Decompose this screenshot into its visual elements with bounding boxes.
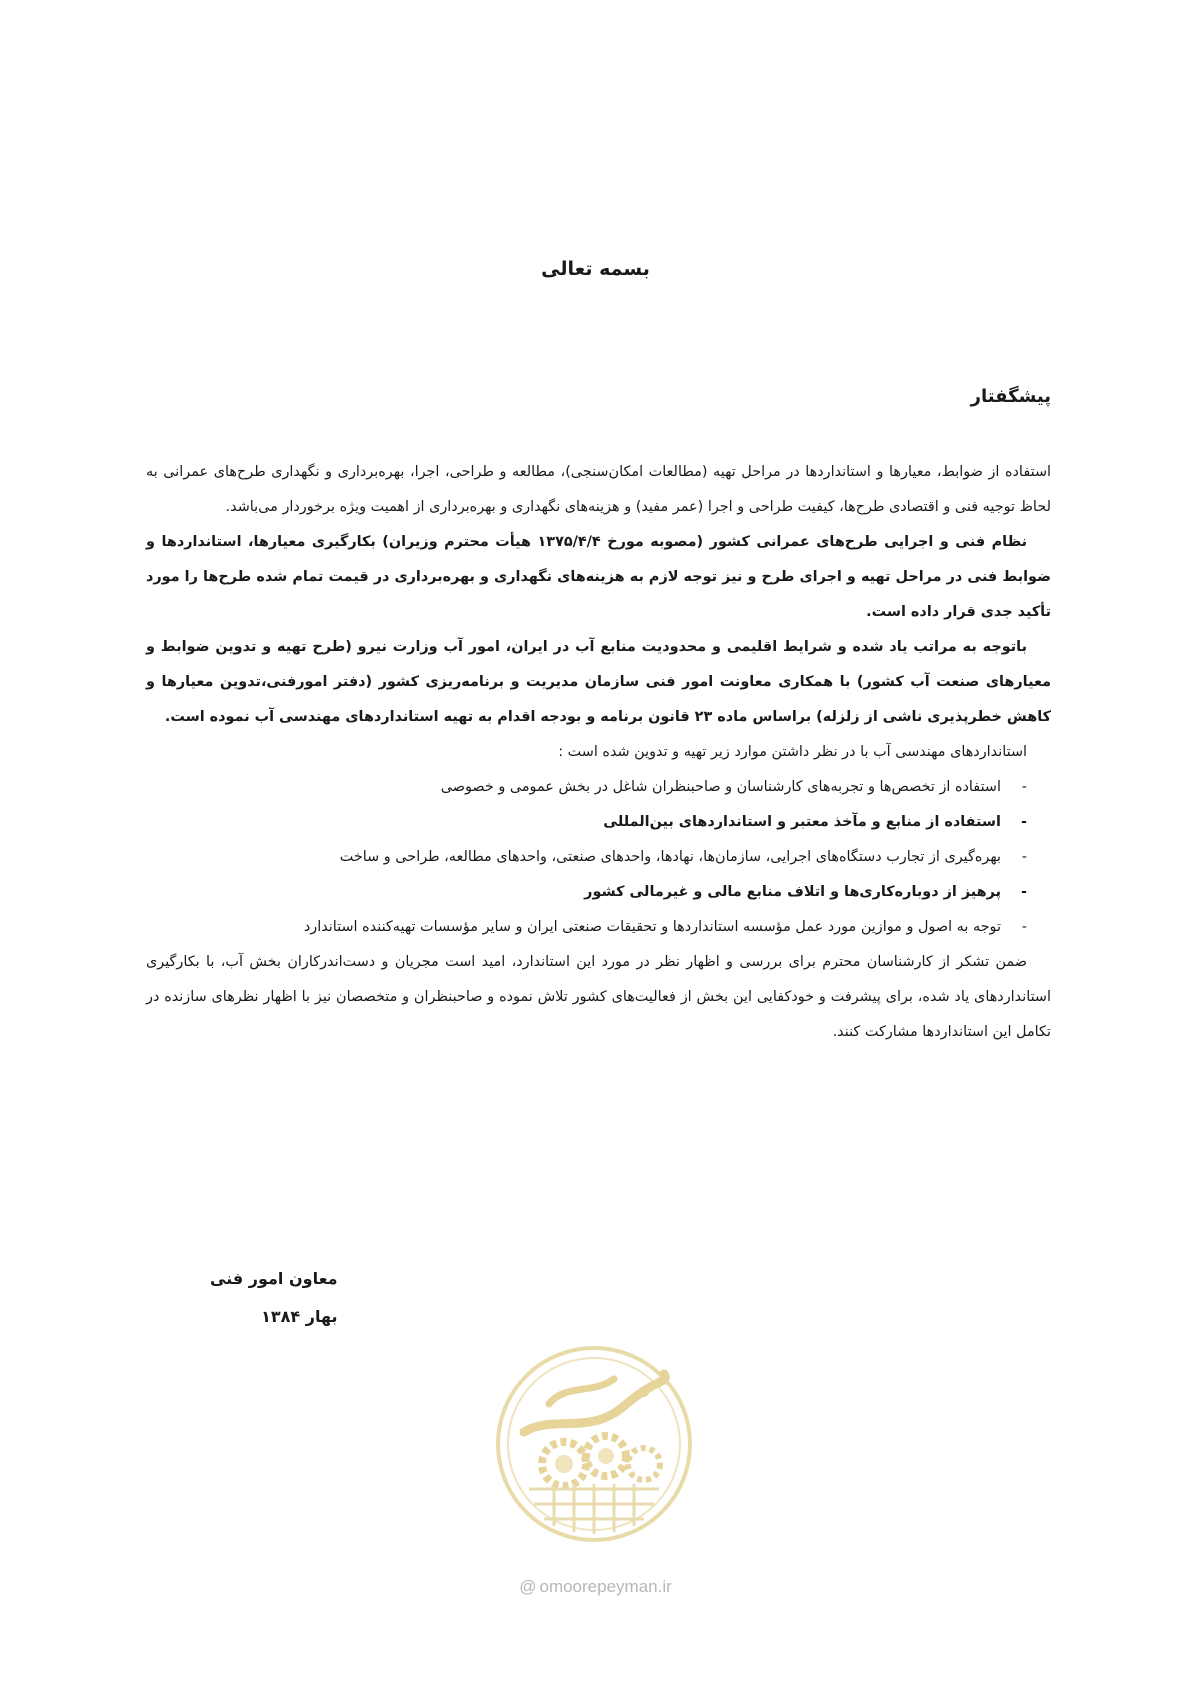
watermark-url: omoorepeyman.ir [539,1577,672,1596]
bullet-dash: - [1021,814,1027,830]
document-body [146,455,1051,1050]
at-icon: @ [519,1577,537,1596]
list-item-text: استفاده از تخصص‌ها و تجربه‌های کارشناسان و صاحبنظران شاغل در بخش عمومی و خصوصی [440,779,1001,795]
paragraph-list-intro: استانداردهای مهندسی آب با در نظر داشتن موارد زیر تهیه و تدوین شده است : [558,744,1027,760]
list-item-text: توجه به اصول و موازین مورد عمل مؤسسه استانداردها و تحقیقات صنعتی ایران و سایر مؤسسات تهیه‌کننده استاندارد [303,919,1001,935]
signature-block [210,1260,338,1336]
considerations-list [146,770,1051,945]
list-item-text: پرهیز از دوباره‌کاری‌ها و اتلاف منابع مالی و غیرمالی کشور [584,884,1001,900]
paragraph-intro: استفاده از ضوابط، معیارها و استانداردها در مراحل تهیه (مطالعات امکان‌سنجی)، مطالعه و طراحی، اجرا، بهره‌برداری و نگهداری طرح‌های عمرانی به لحاظ توجیه فنی و اقتصادی طرح‌ها، کیفیت طراحی و اجرا (عمر مفید) و هزینه‌های نگهداری و بهره‌برداری از اهمیت ویژه برخوردار می‌باشد. [146,464,1051,515]
signature-title: معاون امور فنی [210,1269,338,1288]
list-item [146,875,1027,910]
watermark-seal-icon [494,1344,694,1544]
list-item [146,770,1027,805]
bullet-dash: - [1021,919,1027,935]
paragraph-technical-system: نظام فنی و اجرایی طرح‌های عمرانی کشور (مصوبه مورخ ۱۳۷۵/۴/۴ هیأت محترم وزیران) بکارگیری معیارها، استانداردها و ضوابط فنی در مراحل تهیه و اجرای طرح و نیز توجه لازم به هزینه‌های نگهداری و بهره‌برداری در قیمت تمام شده طرح‌ها را مورد تأکید جدی قرار داده است. [146,534,1051,620]
list-item [146,840,1027,875]
list-item [146,910,1027,945]
page-title: پیشگفتار [970,386,1051,407]
signature-date: بهار ۱۳۸۴ [261,1307,338,1326]
paragraph-closing: ضمن تشکر از کارشناسان محترم برای بررسی و اظهار نظر در مورد این استاندارد، امید است مجریان و دست‌اندرکاران بخش آب، با بکارگیری استانداردهای یاد شده، برای پیشرفت و خودکفایی این بخش از فعالیت‌های کشور تلاش نموده و صاحبنظران و متخصصان نیز با اظهار نظرهای سازنده در تکامل این استانداردها مشارکت کنند. [146,954,1051,1040]
list-item [146,805,1027,840]
list-item-text: بهره‌گیری از تجارب دستگاه‌های اجرایی، سازمان‌ها، نهادها، واحدهای صنعتی، واحدهای مطالعه، طراحی و ساخت [339,849,1001,865]
watermark-site [0,1577,1191,1597]
basmala: بسمه تعالی [541,258,650,280]
bullet-dash: - [1021,884,1027,900]
bullet-dash: - [1021,849,1027,865]
list-item-text: استفاده از منابع و مآخذ معتبر و استانداردهای بین‌المللی [603,814,1001,830]
paragraph-water-standards: باتوجه به مراتب یاد شده و شرایط اقلیمی و محدودیت منابع آب در ایران، امور آب وزارت نیرو (طرح تهیه و تدوین ضوابط و معیارهای صنعت آب کشور) با همکاری معاونت امور فنی سازمان مدیریت و برنامه‌ریزی کشور (دفتر امورفنی،تدوین معیارها و کاهش خطرپذیری ناشی از زلزله) براساس ماده ۲۳ قانون برنامه و بودجه اقدام به تهیه استانداردهای مهندسی آب نموده است. [146,639,1051,725]
bullet-dash: - [1021,779,1027,795]
